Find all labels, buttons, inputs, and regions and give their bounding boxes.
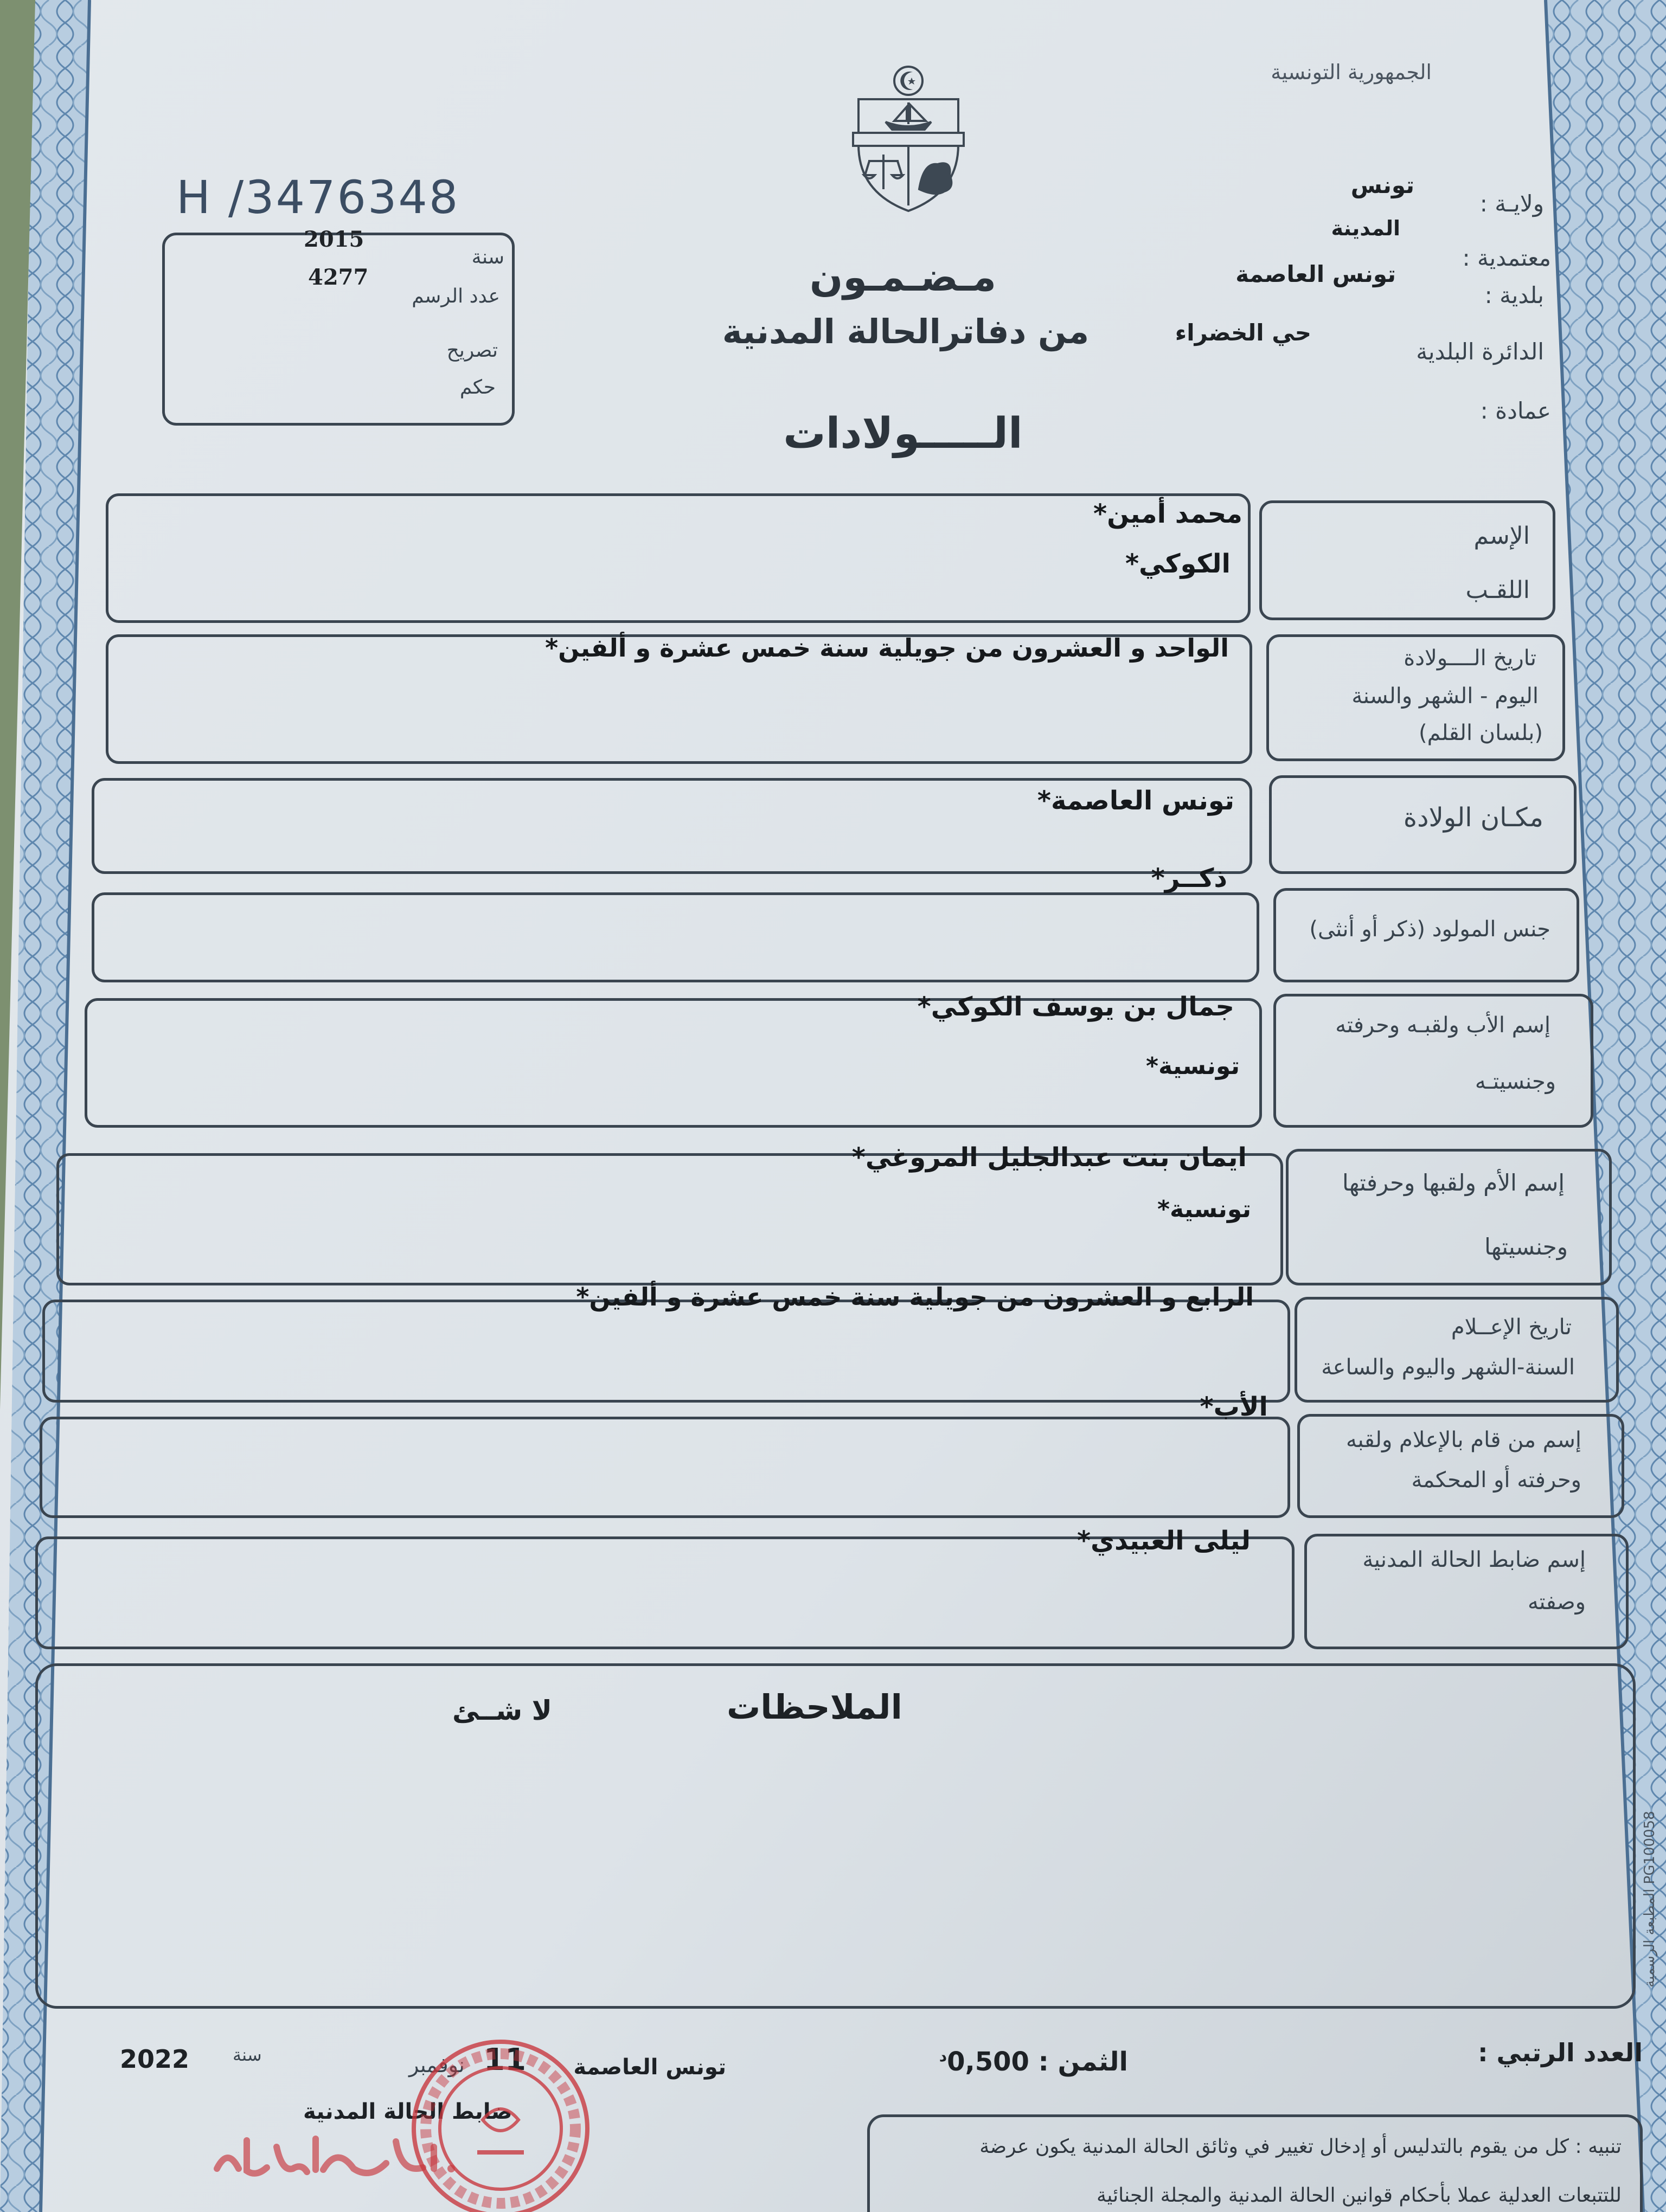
declaration-date-label-box — [1295, 1297, 1619, 1403]
father-value-box — [85, 992, 1262, 1128]
birth-date-format-label: اليوم - الشهر والسنة — [1351, 684, 1539, 709]
declarant-occupation-label: وحرفته أو المحكمة — [1411, 1468, 1581, 1493]
first-name-value: محمد أمين* — [1093, 499, 1242, 529]
registry-number-value: 4277 — [308, 265, 369, 290]
birth-place-value-box — [92, 778, 1252, 874]
surname-label: اللقـب — [1465, 576, 1530, 604]
officer-name-value: ليلى العبيدي* — [1077, 1526, 1251, 1556]
father-name-label: إسم الأب ولقبـه وحرفته — [1335, 1013, 1550, 1038]
document-subtitle: من دفاترالحالة المدنية — [722, 312, 1090, 351]
sex-label: جنس المولود (ذكر أو أنثى) — [1309, 917, 1550, 942]
declarant-value-box — [40, 1392, 1290, 1518]
remarks-value: لا شــئ — [452, 1695, 552, 1726]
wilaya-value: تونس — [1350, 172, 1414, 198]
signatory-title: ضابط الحالة المدنية — [303, 2099, 512, 2124]
city-value: المدينة — [1331, 216, 1400, 240]
mother-name-value: ايمان بنت عبدالجليل المروغي* — [851, 1142, 1247, 1173]
birth-place-value: تونس العاصمة* — [1037, 786, 1234, 816]
serial-number-label: العدد الرتبي : — [1478, 2038, 1643, 2067]
declaration-date-value-box — [42, 1282, 1290, 1403]
births-section-title: الـــــولادات — [783, 409, 1023, 458]
price-currency: د — [939, 2047, 947, 2065]
birth-date-value-box — [106, 634, 1252, 764]
officer-title-label: وصفته — [1527, 1590, 1586, 1615]
delegation-label: معتمدية : — [1462, 245, 1551, 271]
mother-value-box — [56, 1142, 1283, 1285]
father-name-value: جمال بن يوسف الكوكي* — [917, 992, 1234, 1022]
sex-label-box — [1273, 888, 1579, 982]
birth-date-value: الواحد و العشرون من جويلية سنة خمس عشرة و ألفين* — [545, 633, 1229, 663]
document-title: مـضـمـون — [809, 254, 997, 300]
birth-date-label: تاريخ الــــولادة — [1404, 646, 1536, 671]
registry-year-label: سنة — [471, 246, 504, 268]
mother-label-box — [1286, 1149, 1612, 1285]
surname-value: الكوكي* — [1125, 549, 1231, 579]
name-label-box — [1259, 500, 1555, 620]
registry-number-label: عدد الرسم — [412, 285, 500, 307]
officer-label-box — [1304, 1534, 1629, 1649]
certificate-serial-number: H /3476348 — [176, 171, 460, 224]
issue-year: 2022 — [120, 2044, 190, 2074]
declaration-date-format-label: السنة-الشهر واليوم والساعة — [1321, 1355, 1575, 1380]
municipal-district-value: حي الخضراء — [1175, 319, 1311, 346]
price-value: 0,500 — [947, 2047, 1029, 2077]
republic-heading: الجمهورية التونسية — [1271, 60, 1432, 84]
imada-label: عمادة : — [1480, 397, 1551, 424]
coat-of-arms-emblem — [843, 63, 973, 214]
issue-day: 11 — [484, 2042, 526, 2078]
legal-notice-line-1: تنبيه : كل من يقوم بالتدليس أو إدخال تغيير في وثائق الحالة المدنية يكون عرضة — [979, 2136, 1622, 2158]
birth-date-label-box — [1266, 634, 1565, 761]
declarant-name-label: إسم من قام بالإعلام ولقبه — [1346, 1427, 1581, 1452]
sex-value-box — [92, 863, 1259, 982]
name-value-box — [106, 493, 1251, 623]
municipal-district-label: الدائرة البلدية — [1416, 338, 1544, 365]
municipality-label: بلدية : — [1484, 282, 1544, 308]
legal-notice-box — [867, 2114, 1643, 2212]
father-label-box — [1273, 994, 1593, 1128]
mother-name-label: إسم الأم ولقبها وحرفتها — [1342, 1169, 1565, 1196]
birth-date-in-words-label: (بلسان القلم) — [1419, 721, 1543, 745]
remarks-label: الملاحظات — [727, 1687, 902, 1727]
registry-year-value: 2015 — [304, 227, 364, 252]
sex-value: ذكــر* — [1151, 863, 1227, 893]
issue-year-label: سنة — [233, 2044, 262, 2065]
issue-place: تونس العاصمة — [573, 2055, 726, 2080]
father-nationality-label: وجنسيتـه — [1475, 1069, 1556, 1094]
mother-nationality-value: تونسية* — [1157, 1195, 1251, 1223]
wilaya-label: ولايـة : — [1479, 190, 1544, 217]
price — [939, 2047, 1128, 2077]
registry-judgment-label: حكم — [459, 376, 496, 398]
registry-box — [162, 227, 515, 426]
printer-mark: المطبعة الرسمية PG100058 — [1642, 1811, 1658, 1988]
first-name-label: الإسم — [1473, 522, 1530, 550]
officer-name-label: إسم ضابط الحالة المدنية — [1362, 1547, 1586, 1572]
delegation-value: تونس العاصمة — [1235, 261, 1396, 287]
declaration-date-value: الرابع و العشرون من جويلية سنة خمس عشرة و ألفين* — [576, 1282, 1254, 1311]
father-nationality-value: تونسية* — [1145, 1052, 1240, 1080]
remarks-box — [35, 1663, 1636, 2009]
official-stamp — [401, 2028, 597, 2212]
price-label: الثمن : — [1038, 2047, 1128, 2077]
birth-place-label-box — [1269, 775, 1577, 874]
legal-notice-line-2: للتتبعات العدلية عملا بأحكام قوانين الحالة المدنية والمجلة الجنائية — [1096, 2184, 1622, 2207]
issue-month: نوفمبر — [409, 2053, 465, 2077]
mother-nationality-label: وجنسيتها — [1484, 1233, 1568, 1260]
registry-declaration-label: تصريح — [446, 339, 498, 362]
officer-value-box — [35, 1526, 1295, 1649]
declaration-date-label: تاريخ الإعــلام — [1451, 1315, 1572, 1340]
declarant-value: الأب* — [1200, 1392, 1268, 1422]
declarant-label-box — [1297, 1414, 1624, 1518]
birth-place-label: مكـان الولادة — [1403, 802, 1543, 833]
